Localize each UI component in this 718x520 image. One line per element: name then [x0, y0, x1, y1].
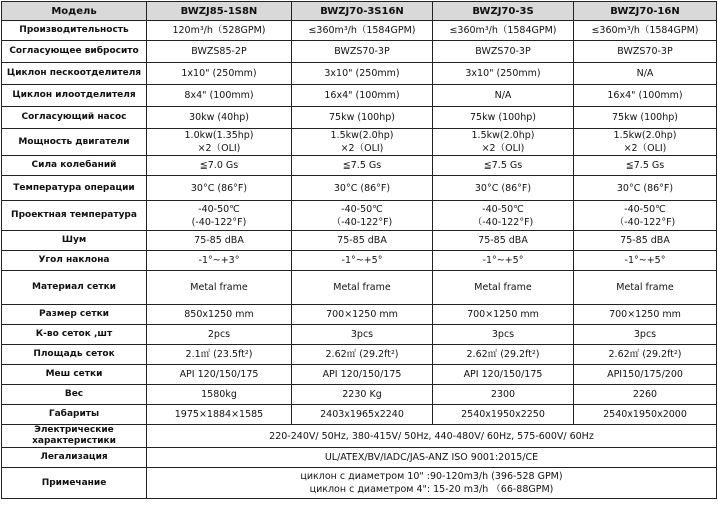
table-cell: ≦7.0 Gs [147, 156, 292, 176]
merged-cell: циклон с диаметром 10" :90-120m3/h (396-528 GPM) циклон с диаметром 4": 15-20 m3/h （66-88GPM) [147, 468, 717, 499]
row-label: Легализация [2, 448, 147, 468]
row-label: Сила колебаний [2, 156, 147, 176]
table-cell: 700×1250 mm [574, 305, 717, 325]
table-cell: 1580kg [147, 385, 292, 405]
table-cell: -40-50℃ （-40-122°F) [574, 201, 717, 231]
table-cell: Metal frame [574, 271, 717, 305]
table-cell: 3x10" (250mm) [433, 63, 574, 85]
row-label: Циклон илоотделителя [2, 85, 147, 107]
table-row [2, 305, 717, 325]
table-cell: 2540x1950x2250 [433, 405, 574, 425]
table-cell: 2.62㎡ (29.2ft²) [292, 345, 433, 365]
table-row-merged [2, 448, 717, 468]
row-label: Электрические характеристики [2, 425, 147, 448]
table-row-merged [2, 468, 717, 499]
merged-cell: 220-240V/ 50Hz, 380-415V/ 50Hz, 440-480V/ 60Hz, 575-600V/ 60Hz [147, 425, 717, 448]
table-cell: 75kw (100hp) [292, 107, 433, 129]
table-cell: -1°~+5° [574, 251, 717, 271]
table-cell: 75kw (100hp) [433, 107, 574, 129]
table-cell: ≦7.5 Gs [433, 156, 574, 176]
table-row [2, 325, 717, 345]
table-cell: API 120/150/175 [292, 365, 433, 385]
row-label: Проектная температура [2, 201, 147, 231]
row-label: Примечание [2, 468, 147, 499]
table-cell: ≤360m³/h（1584GPM) [574, 21, 717, 41]
table-cell: -40-50℃ （-40-122°F) [292, 201, 433, 231]
table-cell: BWZS70-3P [433, 41, 574, 63]
table-cell: API 120/150/175 [433, 365, 574, 385]
table-cell: 75-85 dBA [147, 231, 292, 251]
table-cell: 850x1250 mm [147, 305, 292, 325]
table-cell: 2pcs [147, 325, 292, 345]
table-cell: ≦7.5 Gs [574, 156, 717, 176]
header-row [2, 2, 717, 21]
table-cell: 1x10" (250mm) [147, 63, 292, 85]
table-row [2, 176, 717, 201]
table-cell: 2540x1950x2000 [574, 405, 717, 425]
header-bwzj85-1s8n: BWZJ85-1S8N [147, 2, 292, 21]
row-label: Меш сетки [2, 365, 147, 385]
table-cell: 1.5kw(2.0hp) ×2（OLI) [433, 129, 574, 156]
table-row [2, 63, 717, 85]
table-cell: 2.62㎡ (29.2ft²) [574, 345, 717, 365]
table-cell: API150/175/200 [574, 365, 717, 385]
row-label: Габариты [2, 405, 147, 425]
table-cell: 75kw (100hp) [574, 107, 717, 129]
table-cell: 3pcs [574, 325, 717, 345]
table-row [2, 41, 717, 63]
specification-table [1, 1, 717, 499]
table-cell: -1°~+5° [292, 251, 433, 271]
table-cell: N/A [433, 85, 574, 107]
table-cell: BWZS85-2P [147, 41, 292, 63]
table-cell: 16x4" (100mm) [292, 85, 433, 107]
table-cell: -1°~+3° [147, 251, 292, 271]
table-cell: BWZS70-3P [292, 41, 433, 63]
table-cell: Metal frame [292, 271, 433, 305]
table-cell: 75-85 dBA [574, 231, 717, 251]
header-bwzj70-3s16n: BWZJ70-3S16N [292, 2, 433, 21]
table-cell: -40-50℃ (-40-122°F) [147, 201, 292, 231]
table-cell: ≤360m³/h（1584GPM) [433, 21, 574, 41]
table-row [2, 201, 717, 231]
row-label: Температура операции [2, 176, 147, 201]
header-model: Модель [2, 2, 147, 21]
table-cell: 2230 Kg [292, 385, 433, 405]
table-cell: BWZS70-3P [574, 41, 717, 63]
table-cell: 30kw (40hp) [147, 107, 292, 129]
table-cell: 700×1250 mm [433, 305, 574, 325]
table-row [2, 129, 717, 156]
table-cell: 2403x1965x2240 [292, 405, 433, 425]
table-row [2, 345, 717, 365]
table-row [2, 251, 717, 271]
row-label: Вес [2, 385, 147, 405]
row-label: Мощность двигатели [2, 129, 147, 156]
table-cell: 30°C (86°F) [574, 176, 717, 201]
table-cell: 8x4" (100mm) [147, 85, 292, 107]
table-cell: N/A [574, 63, 717, 85]
table-cell: 3pcs [433, 325, 574, 345]
table-cell: 120m³/h（528GPM) [147, 21, 292, 41]
merged-cell: UL/ATEX/BV/IADC/JAS-ANZ ISO 9001:2015/CE [147, 448, 717, 468]
table-cell: 16x4" (100mm) [574, 85, 717, 107]
row-label: Материал сетки [2, 271, 147, 305]
table-cell: 2260 [574, 385, 717, 405]
table-cell: ≤360m³/h（1584GPM) [292, 21, 433, 41]
table-row [2, 365, 717, 385]
row-label: Шум [2, 231, 147, 251]
table-cell: 2.1㎡ (23.5ft²) [147, 345, 292, 365]
row-label: Площадь сеток [2, 345, 147, 365]
table-cell: 1.5kw(2.0hp) ×2（OLI) [574, 129, 717, 156]
table-row [2, 385, 717, 405]
table-row [2, 405, 717, 425]
row-label: Циклон пескоотделителя [2, 63, 147, 85]
table-cell: 30°C (86°F) [433, 176, 574, 201]
table-cell: API 120/150/175 [147, 365, 292, 385]
table-row [2, 85, 717, 107]
table-cell: 700×1250 mm [292, 305, 433, 325]
table-cell: 3pcs [292, 325, 433, 345]
row-label: К-во сеток ,шт [2, 325, 147, 345]
row-label: Согласующий насос [2, 107, 147, 129]
table-cell: 1.5kw(2.0hp) ×2（OLI) [292, 129, 433, 156]
table-row [2, 21, 717, 41]
row-label: Угол наклона [2, 251, 147, 271]
table-cell: 30°C (86°F) [147, 176, 292, 201]
table-cell: 2300 [433, 385, 574, 405]
table-cell: 3x10" (250mm) [292, 63, 433, 85]
table-cell: 30°C (86°F) [292, 176, 433, 201]
table-cell: -40-50℃ （-40-122°F) [433, 201, 574, 231]
row-label: Производительность [2, 21, 147, 41]
table-cell: Metal frame [433, 271, 574, 305]
table-cell: 75-85 dBA [433, 231, 574, 251]
table-body [2, 21, 717, 499]
table-row-merged [2, 425, 717, 448]
table-cell: 1.0kw(1.35hp) ×2（OLI) [147, 129, 292, 156]
table-cell: 1975×1884×1585 [147, 405, 292, 425]
table-row [2, 156, 717, 176]
table-row [2, 271, 717, 305]
table-cell: Metal frame [147, 271, 292, 305]
table-cell: ≦7.5 Gs [292, 156, 433, 176]
table-cell: 2.62㎡ (29.2ft²) [433, 345, 574, 365]
table-cell: 75-85 dBA [292, 231, 433, 251]
header-bwzj70-3s: BWZJ70-3S [433, 2, 574, 21]
table-row [2, 107, 717, 129]
table-row [2, 231, 717, 251]
header-bwzj70-16n: BWZJ70-16N [574, 2, 717, 21]
row-label: Согласующее вибросито [2, 41, 147, 63]
table-cell: -1°~+5° [433, 251, 574, 271]
row-label: Размер сетки [2, 305, 147, 325]
